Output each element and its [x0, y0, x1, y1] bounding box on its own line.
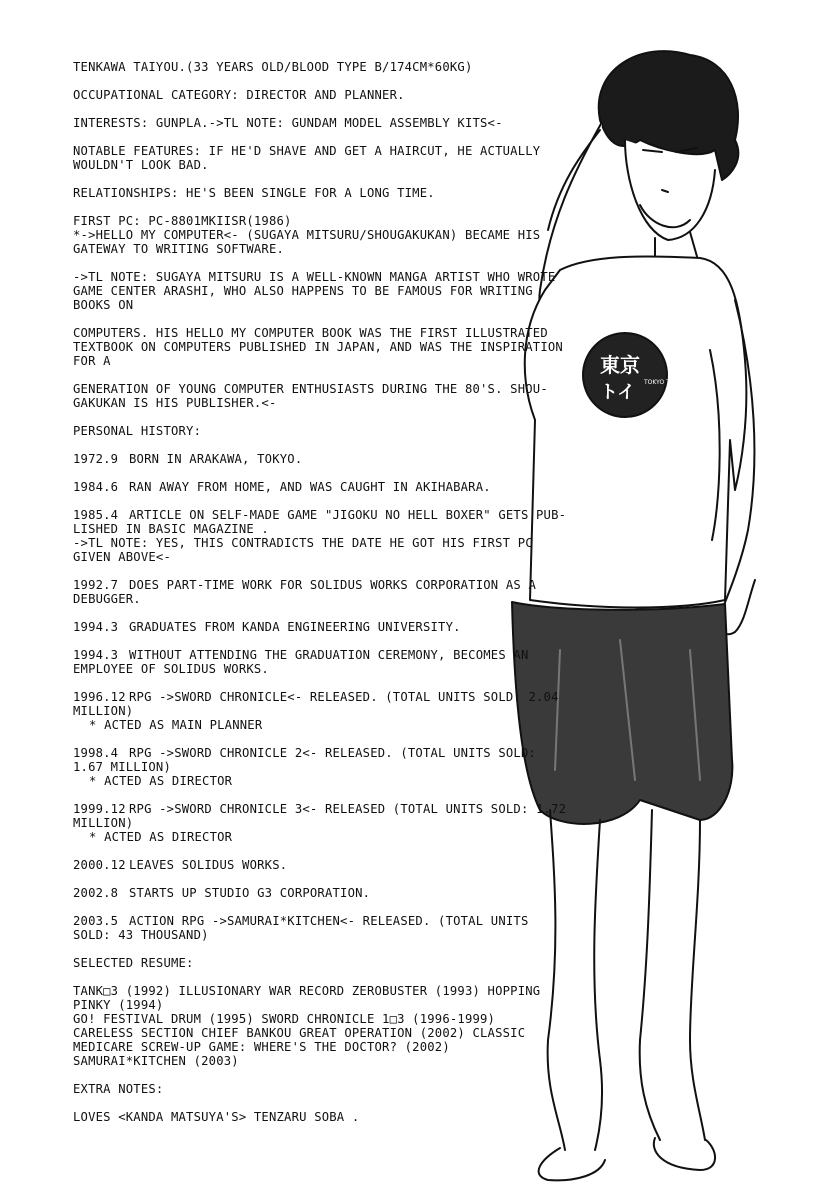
history-text: WITHOUT ATTENDING THE GRADUATION CEREMONY, BECOMES AN EMPLOYEE OF SOLIDUS WORKS.	[73, 648, 537, 676]
history-heading: PERSONAL HISTORY:	[73, 424, 202, 438]
history-text: ACTION RPG ->SAMURAI*KITCHEN<- RELEASED. (TOTAL UNITS SOLD: 43 THOUSAND)	[73, 914, 537, 942]
resume-heading: SELECTED RESUME:	[73, 956, 194, 970]
history-date: 1994.3	[73, 620, 119, 634]
profile-features: NOTABLE FEATURES: IF HE'D SHAVE AND GET A HAIRCUT, HE ACTUALLY WOULDN'T LOOK BAD.	[73, 144, 548, 172]
profile-name-line: TENKAWA TAIYOU.(33 YEARS OLD/BLOOD TYPE B/174CM*60KG)	[73, 60, 473, 74]
history-date: 2000.12	[73, 858, 126, 872]
tl-note-3: GENERATION OF YOUNG COMPUTER ENTHUSIASTS DURING THE 80'S. SHOU-GAKUKAN IS HIS PUBLISHER.<-	[73, 382, 548, 410]
history-date: 2002.8	[73, 886, 119, 900]
history-entry	[73, 620, 568, 634]
history-entry	[73, 690, 568, 732]
profile-text	[73, 60, 574, 1138]
shirt-logo-romaji: TOKYO TOYBOX	[644, 379, 691, 386]
shirt-logo-kanji-1: 東京	[600, 353, 640, 377]
history-text: ARTICLE ON SELF-MADE GAME "JIGOKU NO HELL BOXER" GETS PUB-LISHED IN BASIC MAGAZINE .	[73, 508, 567, 536]
history-entry	[73, 886, 568, 900]
history-tl-note: ->TL NOTE: YES, THIS CONTRADICTS THE DATE HE GOT HIS FIRST PC GIVEN ABOVE<-	[73, 536, 541, 564]
profile-relationships: RELATIONSHIPS: HE'S BEEN SINGLE FOR A LONG TIME.	[73, 186, 435, 200]
first-pc-line-2: *->HELLO MY COMPUTER<- (SUGAYA MITSURU/SHOUGAKUKAN) BECAME HIS GATEWAY TO WRITING SOFTWARE.	[73, 228, 548, 256]
history-date: 1984.6	[73, 480, 119, 494]
history-text: RPG ->SWORD CHRONICLE<- RELEASED. (TOTAL UNITS SOLD: 2.04 MILLION)	[73, 690, 567, 718]
history-date: 1996.12	[73, 690, 126, 704]
history-text: GRADUATES FROM KANDA ENGINEERING UNIVERSITY.	[129, 620, 461, 634]
history-text: DOES PART-TIME WORK FOR SOLIDUS WORKS CORPORATION AS A DEBUGGER.	[73, 578, 544, 606]
history-entry	[73, 452, 568, 466]
history-role-note: * ACTED AS MAIN PLANNER	[89, 718, 263, 732]
history-entry	[73, 802, 574, 844]
history-date: 1972.9	[73, 452, 119, 466]
tl-note-2: COMPUTERS. HIS HELLO MY COMPUTER BOOK WAS THE FIRST ILLUSTRATED TEXTBOOK ON COMPUTERS PUBLISHED IN JAPAN, AND WAS THE INSPIRATION FOR A	[73, 326, 571, 368]
history-date: 2003.5	[73, 914, 119, 928]
history-list	[73, 452, 574, 942]
history-entry	[73, 858, 568, 872]
profile-first-pc	[73, 214, 568, 256]
history-date: 1992.7	[73, 578, 119, 592]
history-text: RPG ->SWORD CHRONICLE 2<- RELEASED. (TOTAL UNITS SOLD: 1.67 MILLION)	[73, 746, 544, 774]
extra-heading: EXTRA NOTES:	[73, 1082, 164, 1096]
profile-interests: INTERESTS: GUNPLA.->TL NOTE: GUNDAM MODEL ASSEMBLY KITS<-	[73, 116, 503, 130]
shirt-logo-kanji-2: トイ	[600, 382, 636, 403]
history-entry	[73, 648, 568, 676]
history-text: BORN IN ARAKAWA, TOKYO.	[129, 452, 303, 466]
resume-body: TANK□3 (1992) ILLUSIONARY WAR RECORD ZEROBUSTER (1993) HOPPING PINKY (1994) GO! FESTIVAL DRUM (1995) SWORD CHRONICLE 1□3 (1996-1999) CARELESS SECTION CHIEF BANKOU GREAT OPERATION (2002) CLASSIC MEDICARE SCREW-UP GAME: WHERE'S THE DOCTOR? (2002) SAMURAI*KITCHEN (2003)	[73, 984, 541, 1068]
history-role-note: * ACTED AS DIRECTOR	[89, 774, 233, 788]
first-pc-line-1: FIRST PC: PC-8801MKIISR(1986)	[73, 214, 292, 228]
profile-category: OCCUPATIONAL CATEGORY: DIRECTOR AND PLANNER.	[73, 88, 405, 102]
history-role-note: * ACTED AS DIRECTOR	[89, 830, 233, 844]
history-date: 1985.4	[73, 508, 119, 522]
history-text: STARTS UP STUDIO G3 CORPORATION.	[129, 886, 371, 900]
history-date: 1998.4	[73, 746, 119, 760]
history-date: 1999.12	[73, 802, 126, 816]
history-entry	[73, 480, 568, 494]
history-entry	[73, 746, 568, 788]
history-entry	[73, 578, 568, 606]
history-text: RAN AWAY FROM HOME, AND WAS CAUGHT IN AKIHABARA.	[129, 480, 491, 494]
extra-body: LOVES <KANDA MATSUYA'S> TENZARU SOBA .	[73, 1110, 360, 1124]
history-entry	[73, 914, 568, 942]
history-text: RPG ->SWORD CHRONICLE 3<- RELEASED (TOTAL UNITS SOLD: 1.72 MILLION)	[73, 802, 574, 830]
tl-note-1: ->TL NOTE: SUGAYA MITSURU IS A WELL-KNOWN MANGA ARTIST WHO WROTE GAME CENTER ARASHI, WHO ALSO HAPPENS TO BE FAMOUS FOR WRITING BOOKS ON	[73, 270, 563, 312]
history-text: LEAVES SOLIDUS WORKS.	[129, 858, 288, 872]
history-entry	[73, 508, 568, 564]
history-date: 1994.3	[73, 648, 119, 662]
